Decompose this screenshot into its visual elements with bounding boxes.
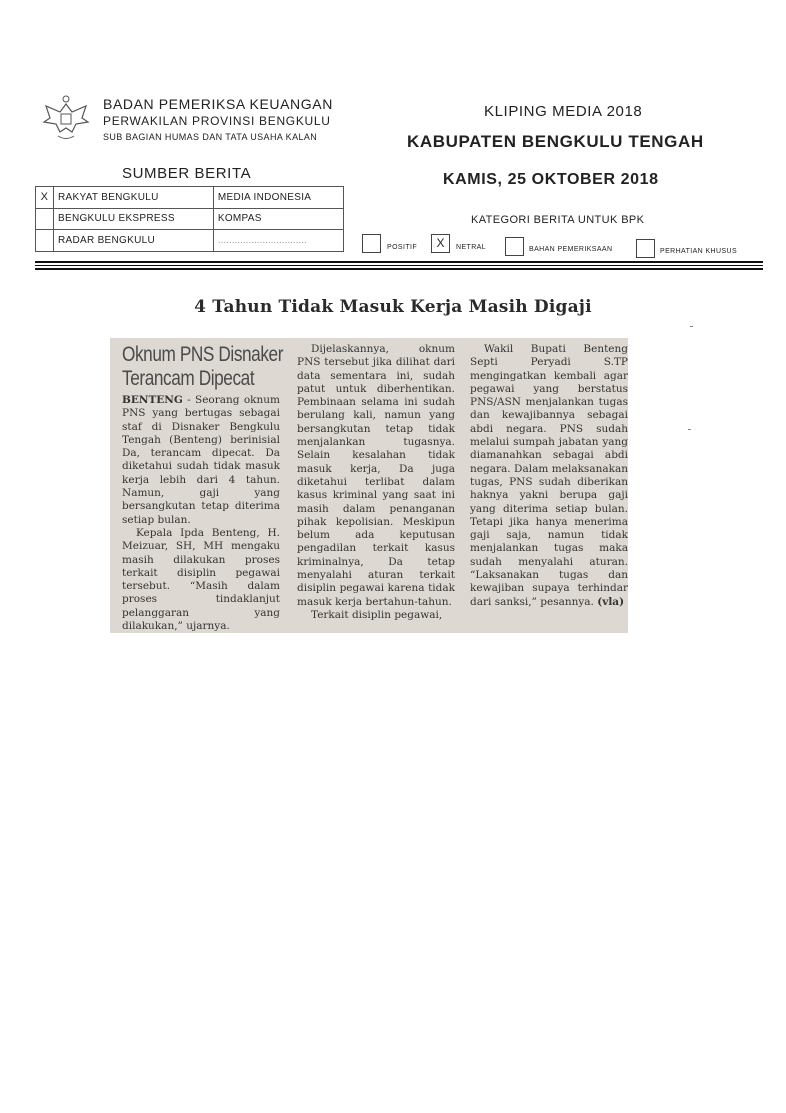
article-column-1 [122, 394, 280, 633]
sumber-source: KOMPAS [213, 208, 343, 230]
author-signature: (vla) [597, 595, 625, 608]
checkbox-netral: X [431, 234, 450, 253]
separator-line [35, 265, 763, 266]
sumber-table [35, 186, 344, 252]
paragraph-text: - Seorang oknum PNS yang bertugas sebagai staf di Disnaker Bengkulu Tengah (Benteng) berinisial Da, terancam dipecat. Da diketahui sudah tidak masuk kerja lebih dari 4 tahun. Namun, gaji yang bersangkutan tetap diterima setiap bulan. [122, 394, 280, 526]
article-title: 4 Tahun Tidak Masuk Kerja Masih Digaji [194, 297, 592, 317]
sumber-source: MEDIA INDONESIA [213, 187, 343, 209]
sumber-source: RADAR BENGKULU [54, 230, 214, 252]
sumber-mark: X [36, 187, 54, 209]
checkbox-positif [362, 234, 381, 253]
article-column-2 [297, 343, 455, 622]
label-perhatian-khusus: PERHATIAN KHUSUS [660, 248, 738, 255]
dateline: BENTENG [122, 394, 183, 406]
sumber-title: SUMBER BERITA [122, 165, 252, 182]
article-paragraph: Dijelaskannya, oknum PNS tersebut jika dilihat dari data sementara ini, sudah patut untuk diberhentikan. Pembinaan selama ini sudah berulang kali, namun yang bersangkutan tetap tidak menjalankan tugasnya. Selain kesalahan tidak masuk kerja, Da juga diketahui terlibat dalam kasus kriminal yang saat ini masih dalam penanganan pihak kepolisian. Meskipun belum ada keputusan pengadilan terkait kasus kriminalnya, Da tetap menyalahi aturan terkait disiplin pegawai karena tidak masuk kerja bertahun-tahun. [297, 343, 455, 608]
table-row [36, 208, 344, 230]
label-positif: POSITIF [387, 244, 418, 251]
table-row [36, 187, 344, 209]
sumber-source: RAKYAT BENGKULU [54, 187, 214, 209]
paragraph-text: Wakil Bupati Benteng Septi Peryadi S.TP mengingatkan kembali agar pegawai yang berstatus PNS/ASN menjalankan tugas dan kewajibannya sebagai abdi negara. PNS sudah melalui sumpah jabatan yang diamanahkan sebagai abdi negara. Dalam melaksanakan tugas, PNS sudah diberikan haknya yakni berupa gaji yang diterima setiap bulan. Tetapi jika hanya menerima gaji saja, namun tidak menjalankan tugas maka sudah menyalahi aturan. “Laksanakan tugas dan kewajiban supaya terhindar dari sanksi,” pesannya. [470, 343, 628, 608]
article-paragraph: Terkait disiplin pegawai, [311, 608, 443, 621]
checkbox-perhatian-khusus [636, 239, 655, 258]
date-label: KAMIS, 25 OKTOBER 2018 [443, 171, 659, 188]
label-bahan-pemeriksaan: BAHAN PEMERIKSAAN [529, 246, 613, 253]
headline-line: Oknum PNS Disnaker [122, 343, 284, 366]
sumber-source: BENGKULU EKSPRESS [54, 208, 214, 230]
org-subdivision: SUB BAGIAN HUMAS DAN TATA USAHA KALAN [103, 132, 318, 142]
kliping-label: KLIPING MEDIA 2018 [484, 103, 643, 120]
sumber-mark [36, 208, 54, 230]
article-headline [122, 343, 283, 391]
org-branch: PERWAKILAN PROVINSI BENGKULU [103, 114, 331, 128]
separator-line [35, 268, 763, 270]
table-row [36, 230, 344, 252]
article-column-3 [470, 343, 628, 609]
article-paragraph: Kepala Ipda Benteng, H. Meizuar, SH, MH mengaku masih dilakukan proses terkait disiplin pegawai tersebut. “Masih dalam proses tindaklanjut pelanggaran yang dilakukan,” ujarnya. [122, 526, 280, 633]
separator-line [35, 261, 763, 263]
org-name: BADAN PEMERIKSA KEUANGAN [103, 96, 333, 112]
sumber-source-blank: ................................ [213, 230, 343, 252]
headline-line: Terancam Dipecat [122, 367, 255, 390]
garuda-emblem-icon [40, 92, 92, 144]
checkbox-bahan-pemeriksaan [505, 237, 524, 256]
scan-speck [690, 326, 693, 327]
sumber-mark [36, 230, 54, 252]
article-paragraph [470, 343, 628, 609]
label-netral: NETRAL [456, 244, 487, 251]
article-paragraph [122, 394, 280, 527]
kabupaten-label: KABUPATEN BENGKULU TENGAH [407, 132, 704, 151]
scan-speck [688, 429, 691, 430]
kategori-title: KATEGORI BERITA UNTUK BPK [471, 214, 645, 226]
